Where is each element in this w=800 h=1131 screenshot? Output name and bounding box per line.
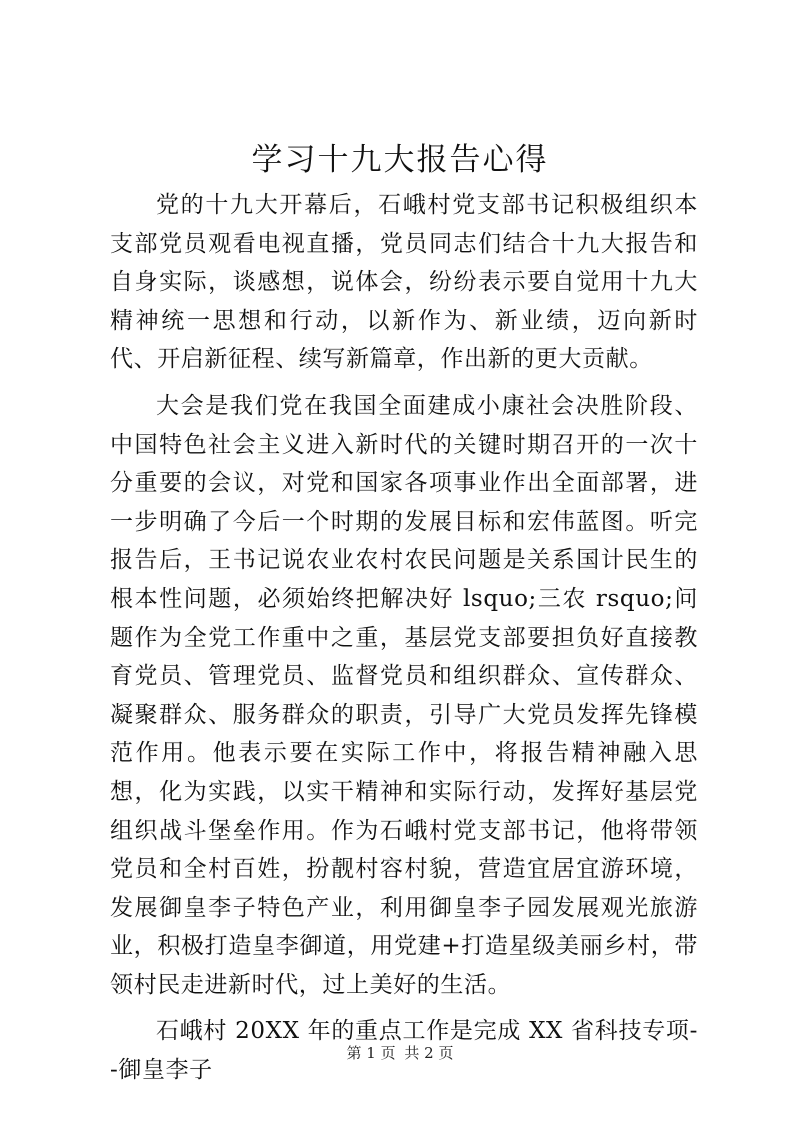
- page-total: 共 2 页: [404, 1044, 454, 1062]
- paragraph: 石峨村 20XX 年的重点工作是完成 XX 省科技专项--御皇李子: [110, 1018, 698, 1084]
- page-number: 第 1 页: [346, 1044, 396, 1062]
- document-body: [110, 186, 698, 1098]
- paragraph: 党的十九大开幕后，石峨村党支部书记积极组织本支部党员观看电视直播，党员同志们结合十九大报告和自身实际，谈感想，说体会，纷纷表示要自觉用十九大精神统一思想和行动，以新作为、新业绩，迈向新时代、开启新征程、续写新篇章，作出新的更大贡献。: [110, 192, 698, 373]
- document-title: 学习十九大报告心得: [251, 142, 549, 178]
- paragraph: 大会是我们党在我国全面建成小康社会决胜阶段、中国特色社会主义进入新时代的关键时期召开的一次十分重要的会议，对党和国家各项事业作出全面部署，进一步明确了今后一个时期的发展目标和宏伟蓝图。听完报告后，王书记说农业农村农民问题是关系国计民生的根本性问题，必须始终把解决好 lsquo;三农 rsquo;问题作为全党工作重中之重，基层党支部要担负好直接教育党员、管理党员、监督党员和组织群众、宣传群众、凝聚群众、服务群众的职责，引导广大党员发挥先锋模范作用。他表示要在实际工作中，将报告精神融入思想，化为实践，以实干精神和实际行动，发挥好基层党组织战斗堡垒作用。作为石峨村党支部书记，他将带领党员和全村百姓，扮靓村容村貌，营造宜居宜游环境，发展御皇李子特色产业，利用御皇李子园发展观光旅游业，积极打造皇李御道，用党建+打造星级美丽乡村，带领村民走进新时代，过上美好的生活。: [110, 392, 698, 998]
- page-footer: [0, 1043, 800, 1063]
